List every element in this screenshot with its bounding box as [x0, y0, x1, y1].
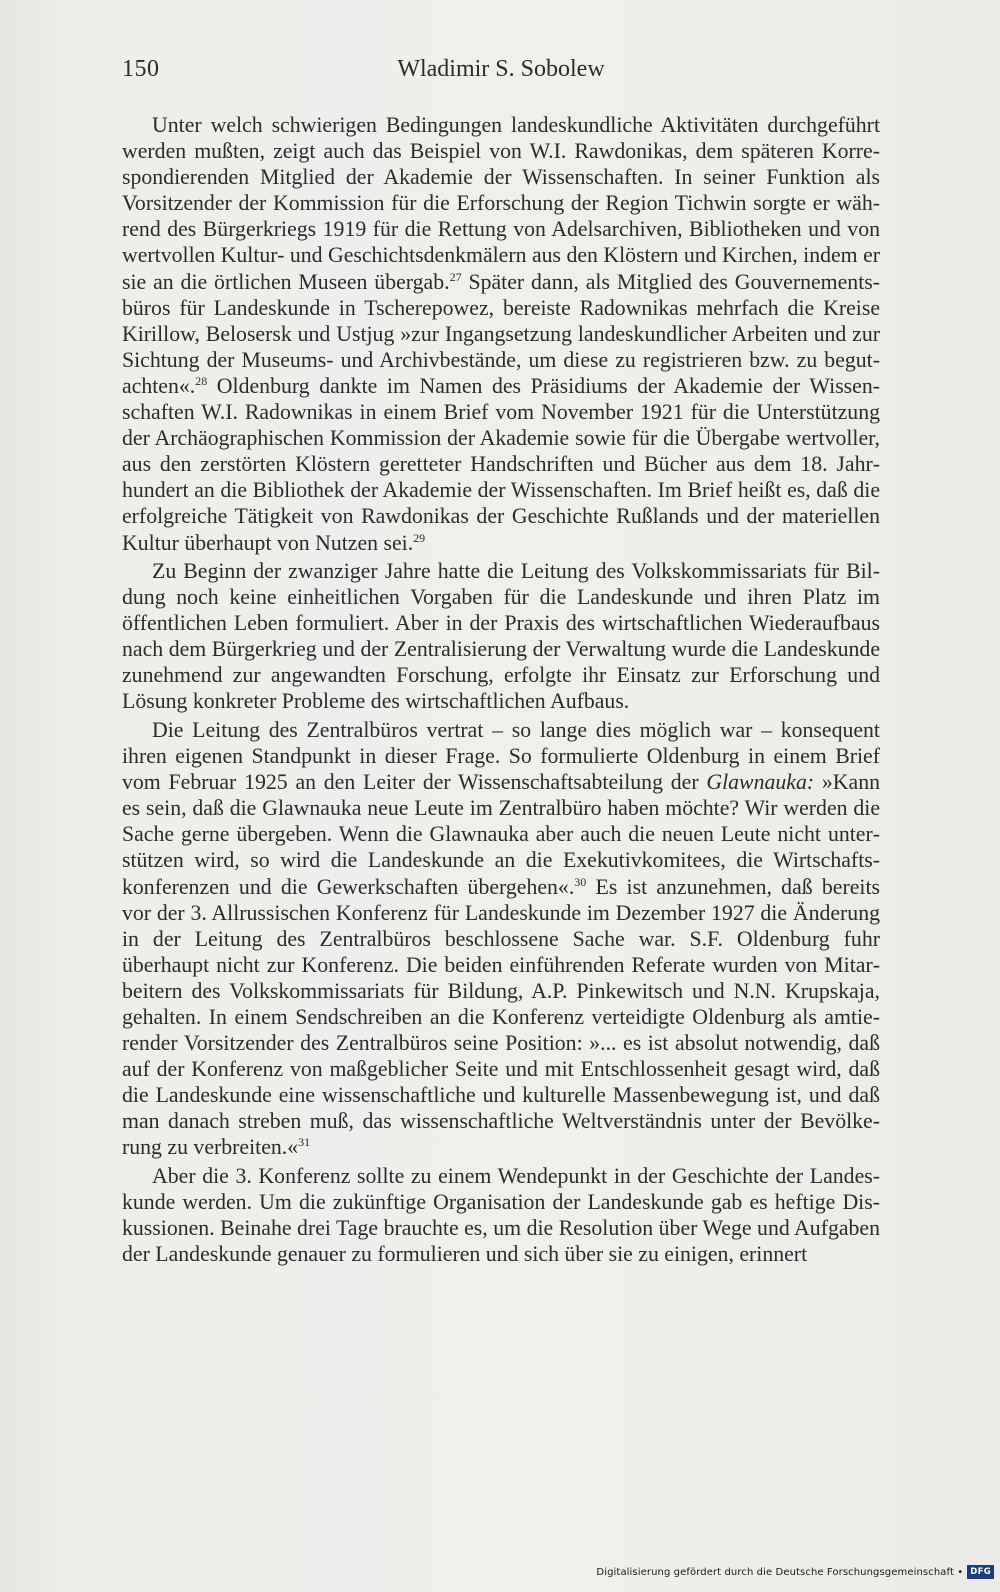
footnote-ref-31: 31 — [298, 1135, 311, 1150]
text-run: Oldenburg dankte im Namen des Präsidiums der Akademie der Wissenschaften W.I. Radownikas in einem Brief vom November 1921 für die Unterstützung der Archäographischen Kommission der Akademie sowie für die Übergabe wertvoller, aus den zerstörten Klöstern geretteter Handschriften und Bücher aus dem 18. Jahrhundert an die Bibliothek der Akademie der Wissenschaften. Im Brief heißt es, daß die erfolgreiche Tätigkeit von Rawdonikas der Geschichte Rußlands und der materiellen Kultur überhaupt von Nutzen sei. — [122, 373, 880, 555]
page-number: 150 — [122, 56, 160, 82]
footnote-ref-30: 30 — [574, 874, 587, 889]
running-head: Wladimir S. Sobolew — [397, 56, 605, 82]
text-run: Später dann, als Mitglied des Gouvernementsbüros für Landeskunde in Tscherepowez, bereiste Radownikas mehrfach die Kreise Kirillow, Belosersk und Ustjug »zur Ingangsetzung landeskundlicher Arbeiten und zur Sichtung der Museums- und Archivbestände, um diese zu registrieren bzw. zu begutachten«. — [122, 269, 880, 398]
paragraph-3 — [122, 717, 880, 1161]
footnote-ref-27: 27 — [449, 269, 462, 284]
page-header — [122, 56, 880, 90]
footnote-ref-28: 28 — [195, 373, 208, 388]
italic-term: Glawnauka: — [706, 770, 815, 795]
text-run: »Kann es sein, daß die Glawnauka neue Leute im Zentralbüro haben möchte? Wir werden die Sache gerne übergeben. Wenn die Glawnauka aber auch die neuen Leute nicht unterstützen wird, so wird die Landeskunde an die Exekutivkomitees, die Wirtschaftskonferenzen und die Gewerkschaften übergehen«. — [122, 770, 881, 899]
text-run: Unter welch schwierigen Bedingungen landeskundliche Aktivitäten durchgeführt werden mußten, zeigt auch das Beispiel von W.I. Rawdonikas, dem späteren Korrespondierenden Mitglied der Akademie der Wissenschaften. In seiner Funktion als Vorsitzender der Kommission für die Erforschung der Region Tichwin sorgte er während des Bürgerkriegs 1919 für die Rettung von Adelsarchiven, Bibliotheken und von wertvollen Kultur- und Geschichtsdenkmälern aus den Klöstern und Kirchen, indem er sie an die örtlichen Museen übergab. — [122, 113, 881, 294]
paragraph-2 — [122, 558, 880, 715]
digitization-footer — [596, 1561, 994, 1583]
paragraph-1 — [122, 112, 880, 556]
text-run: Es ist anzunehmen, daß bereits vor der 3. Allrussischen Konferenz für Landeskunde im Dezember 1927 die Änderung in der Leitung des Zentralbüros beschlossene Sache war. S.F. Oldenburg fuhr überhaupt nicht zur Konferenz. Die beiden einführenden Referate wurden von Mitarbeitern des Volkskommissariats für Bildung, A.P. Pinkewitsch und N.N. Krupskaja, gehalten. In einem Sendschreiben an die Konferenz verteidigte Oldenburg als amtierender Vorsitzender des Zentralbüros seine Position: »... es ist absolut notwendig, daß auf der Konferenz von maßgeblicher Seite und mit Entschlossenheit gesagt wird, daß die Landeskunde eine wissenschaftliche und kulturelle Massenbewegung ist, und daß man danach streben muß, das wissenschaftliche Weltverständnis unter der Bevölkerung zu verbreiten.« — [122, 874, 880, 1160]
text-run: Zu Beginn der zwanziger Jahre hatte die Leitung des Volkskommissariats für Bildung noch keine einheitlichen Vorgaben für die Landeskunde und ihren Platz im öffentlichen Leben formuliert. Aber in der Praxis des wirtschaftlichen Wiederaufbaus nach dem Bürgerkrieg und der Zentralisierung der Verwaltung wurde die Landeskunde zunehmend zur angewandten Forschung, erfolgte ihr Einsatz zur Erforschung und Lösung konkreter Probleme des wirtschaftlichen Aufbaus. — [122, 558, 880, 714]
text-run: Die Leitung des Zentralbüros vertrat – so lange dies möglich war – konsequent ihren eigenen Standpunkt in dieser Frage. So formulierte Oldenburg in einem Brief vom Februar 1925 an den Leiter der Wissenschaftsabteilung der — [122, 717, 880, 795]
dfg-logo: DFG — [967, 1565, 994, 1579]
footnote-ref-29: 29 — [413, 530, 426, 545]
paragraph-4 — [122, 1163, 880, 1267]
text-run: Aber die 3. Konferenz sollte zu einem Wendepunkt in der Geschichte der Landeskunde werden. Um die zukünftige Organisation der Landeskunde gab es heftige Diskussionen. Beinahe drei Tage brauchte es, um die Resolution über Wege und Aufgaben der Landeskunde genauer zu formulieren und sich über sie zu einigen, erinnert — [122, 1163, 880, 1267]
body-text — [122, 112, 880, 1270]
footer-credit: Digitalisierung gefördert durch die Deutsche Forschungsgemeinschaft • — [596, 1566, 964, 1578]
